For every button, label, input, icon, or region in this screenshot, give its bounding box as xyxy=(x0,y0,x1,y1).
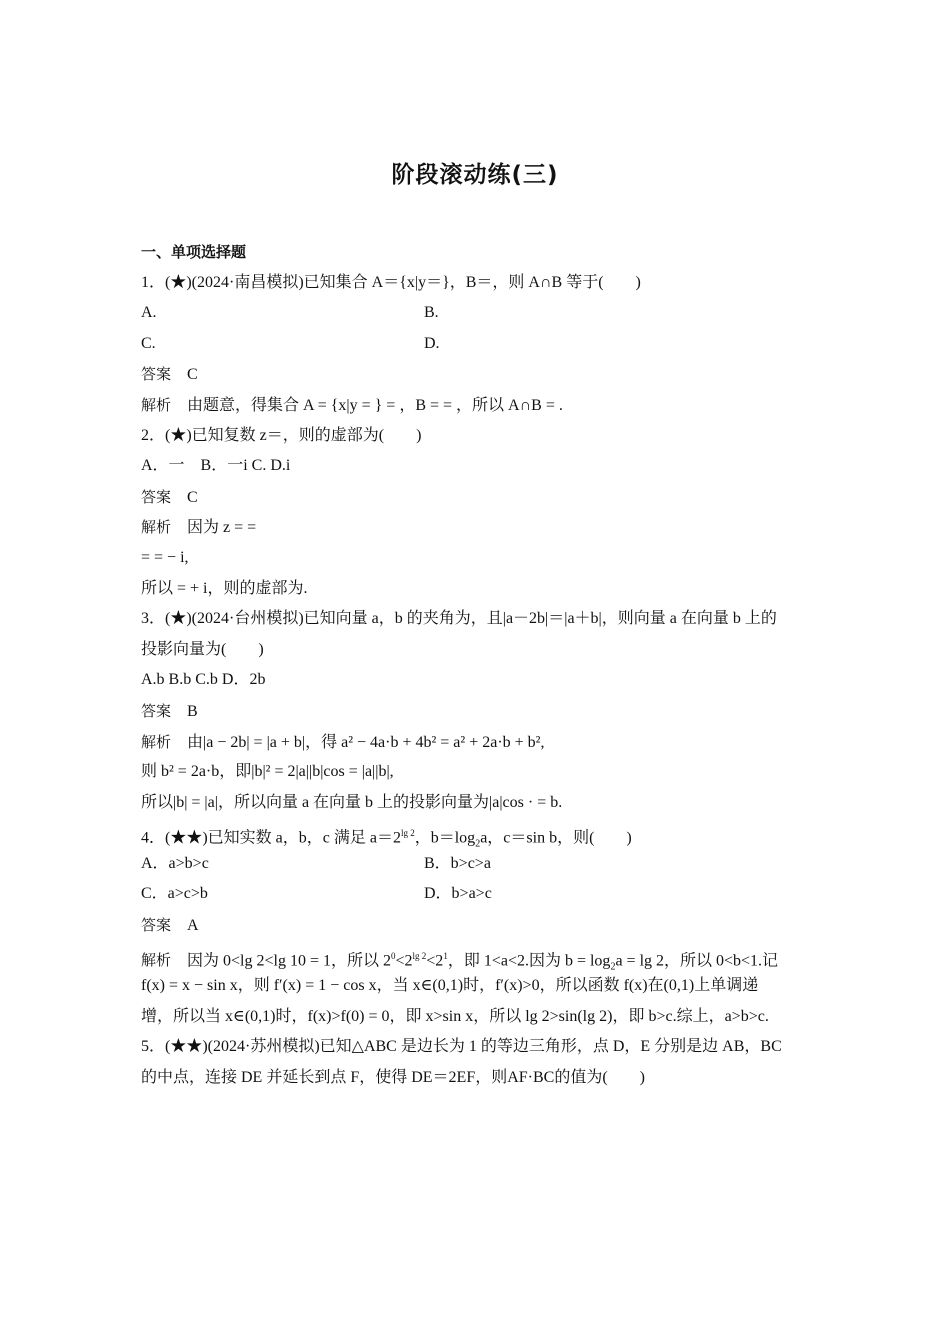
answer-value: A xyxy=(187,917,199,935)
analysis-4-line-2: f(x) = x − sin x，则 f′(x) = 1 − cos x，当 x∈(0,1)时，f′(x)>0，所以函数 f(x)在(0,1)上单调递 xyxy=(141,977,759,995)
analysis-label: 解析 xyxy=(141,518,172,537)
question-4-text-c: a，c＝sin b，则( ) xyxy=(480,829,632,847)
analysis-text: 由题意，得集合 A = {x|y = } = ，B = = ，所以 A∩B = . xyxy=(187,396,563,414)
analysis-text-a: 因为 0<lg 2<lg 10 = 1，所以 2 xyxy=(187,951,391,969)
answer-4 xyxy=(141,910,813,941)
log-base: 2 xyxy=(610,961,616,973)
answer-value: B xyxy=(187,702,198,720)
option-a: A. xyxy=(141,304,157,322)
option-b: B．b>c>a xyxy=(424,854,491,872)
answer-label: 答案 xyxy=(141,701,172,720)
question-1-options-row-1 xyxy=(141,298,813,329)
answer-value: C xyxy=(187,366,198,384)
question-5-line-2: 的中点，连接 DE 并延长到点 F，使得 DE＝2EF，则AF·BC的值为( ) xyxy=(141,1069,646,1087)
analysis-3-line-3: 所以|b| = |a|，所以向量 a 在向量 b 上的投影向量为|a|cos · = b. xyxy=(141,793,563,811)
analysis-4 xyxy=(141,941,813,972)
analysis-2-line-2: = = − i, xyxy=(141,548,189,566)
option-c: C．a>c>b xyxy=(141,885,208,903)
exercise-content xyxy=(141,237,813,1094)
analysis-text-b: <2 xyxy=(395,951,413,969)
question-4-options-row-2 xyxy=(141,879,813,910)
exponent: lg 2 xyxy=(412,950,427,961)
question-1-options-row-2 xyxy=(141,329,813,360)
exponent: 0 xyxy=(390,950,396,961)
question-2-options: A．一 B．一i C. D.i xyxy=(141,457,291,475)
answer-label: 答案 xyxy=(141,487,172,506)
option-d: D．b>a>c xyxy=(424,885,492,903)
analysis-3 xyxy=(141,727,813,758)
exponent: 1 xyxy=(443,950,448,961)
section-heading: 一、单项选择题 xyxy=(141,243,247,261)
analysis-2 xyxy=(141,512,813,543)
answer-3 xyxy=(141,696,813,727)
page-title: 阶段滚动练(三) xyxy=(391,162,559,188)
log-base: 2 xyxy=(475,838,481,850)
question-2: 2．(★)已知复数 z＝，则的虚部为( ) xyxy=(141,426,422,444)
question-4 xyxy=(141,818,813,849)
analysis-text-c: <2 xyxy=(426,951,444,969)
question-5: 5．(★★)(2024·苏州模拟)已知△ABC 是边长为 1 的等边三角形，点 D，E 分别是边 AB，BC xyxy=(141,1038,782,1056)
answer-2 xyxy=(141,482,813,513)
analysis-4-line-3: 增，所以当 x∈(0,1)时，f(x)>f(0) = 0，即 x>sin x，所以 lg 2>sin(lg 2)，即 b>c.综上，a>b>c. xyxy=(141,1007,769,1025)
analysis-text: 因为 z = = xyxy=(187,519,257,537)
analysis-label: 解析 xyxy=(141,732,172,751)
analysis-text-d: ，即 1<a<2.因为 b = log xyxy=(447,951,611,969)
question-3-line-2: 投影向量为( ) xyxy=(141,640,264,658)
option-b: B. xyxy=(424,304,439,322)
analysis-label: 解析 xyxy=(141,395,172,414)
analysis-1 xyxy=(141,390,813,421)
question-1: 1．(★)(2024·南昌模拟)已知集合 A＝{x|y＝}，B＝，则 A∩B 等于( ) xyxy=(141,273,641,291)
option-d: D. xyxy=(424,334,440,352)
answer-label: 答案 xyxy=(141,365,172,384)
analysis-3-line-2: 则 b² = 2a·b，即|b|² = 2|a||b|cos = |a||b|, xyxy=(141,763,394,781)
analysis-label: 解析 xyxy=(141,950,172,969)
question-4-options-row-1 xyxy=(141,849,813,880)
question-4-text-a: 4．(★★)已知实数 a，b，c 满足 a＝2 xyxy=(141,829,401,847)
option-a: A．a>b>c xyxy=(141,854,209,872)
answer-1 xyxy=(141,359,813,390)
analysis-text-e: a = lg 2，所以 0<b<1.记 xyxy=(615,951,779,969)
option-c: C. xyxy=(141,334,156,352)
answer-value: C xyxy=(187,488,198,506)
analysis-2-line-3: 所以 = + i，则的虚部为. xyxy=(141,579,308,597)
analysis-text: 由|a − 2b| = |a + b|，得 a² − 4a·b + 4b² = a² + 2a·b + b², xyxy=(187,733,545,751)
question-3: 3．(★)(2024·台州模拟)已知向量 a，b 的夹角为，且|a－2b|＝|a＋b|，则向量 a 在向量 b 上的 xyxy=(141,610,777,628)
exponent: lg 2 xyxy=(400,828,415,839)
question-3-options: A.b B.b C.b D．2b xyxy=(141,671,266,689)
answer-label: 答案 xyxy=(141,916,172,935)
question-4-text-b: ，b＝log xyxy=(414,829,476,847)
